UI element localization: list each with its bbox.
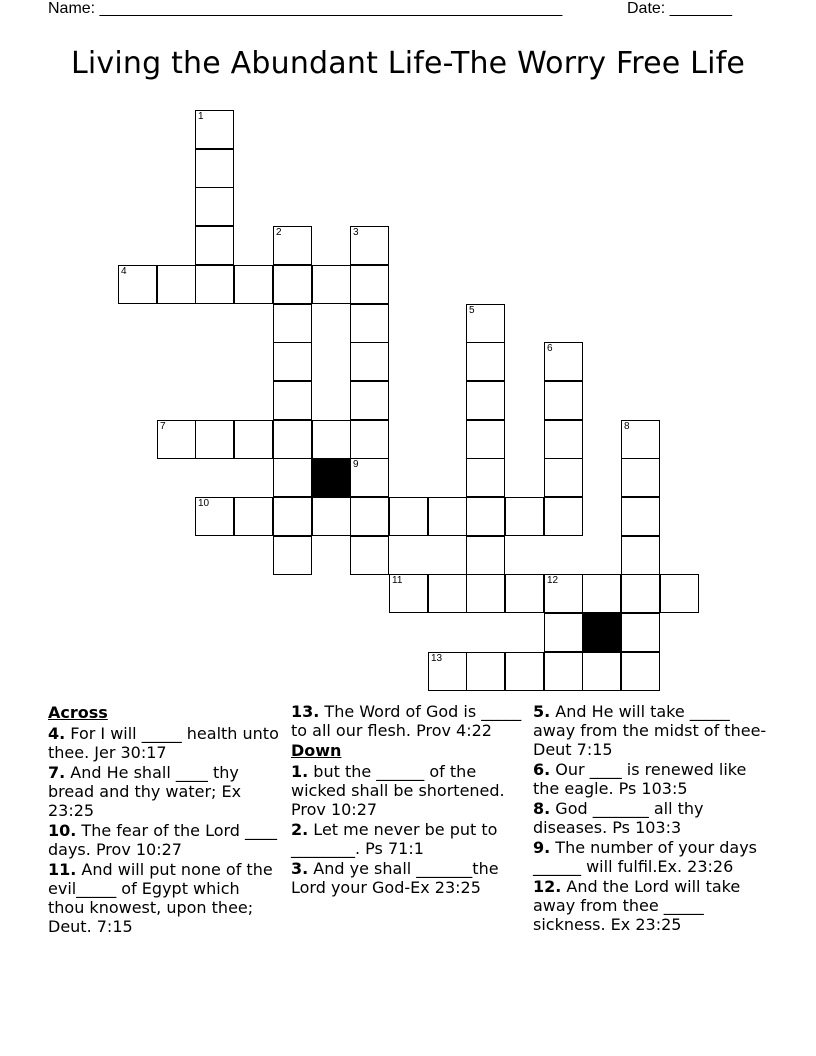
grid-cell[interactable] — [544, 458, 583, 497]
grid-cell[interactable] — [350, 458, 389, 497]
grid-cell[interactable] — [544, 342, 583, 381]
grid-cell[interactable] — [273, 265, 312, 304]
clue-text: God _______ all thy diseases. Ps 103:3 — [533, 799, 704, 837]
grid-cell[interactable] — [350, 420, 389, 459]
cell-number: 4 — [121, 266, 127, 277]
grid-cell[interactable] — [157, 265, 196, 304]
grid-cell[interactable] — [544, 574, 583, 613]
grid-cell[interactable] — [234, 497, 273, 536]
grid-cell[interactable] — [195, 497, 234, 536]
clue-text: but the ______ of the wicked shall be shortened. Prov 10:27 — [291, 762, 505, 819]
clue-column-2 — [291, 702, 525, 898]
grid-cell[interactable] — [621, 497, 660, 536]
grid-cell[interactable] — [273, 458, 312, 497]
grid-cell[interactable] — [505, 574, 544, 613]
clue-text: And He will take _____ away from the midst of thee-Deut 7:15 — [533, 702, 767, 759]
cell-number: 2 — [276, 227, 282, 238]
clue-number: 6. — [533, 760, 551, 779]
clue-text: Let me never be put to ________. Ps 71:1 — [291, 820, 498, 858]
cell-number: 11 — [392, 575, 403, 586]
clue-text: And He shall ____ thy bread and thy water; Ex 23:25 — [48, 763, 242, 820]
clue-text: The fear of the Lord ____ days. Prov 10:27 — [48, 821, 278, 859]
grid-cell[interactable] — [428, 497, 467, 536]
clue-number: 7. — [48, 763, 66, 782]
clue-number: 2. — [291, 820, 309, 839]
grid-cell[interactable] — [195, 149, 234, 188]
grid-cell[interactable] — [273, 381, 312, 420]
clue-text: For I will _____ health unto thee. Jer 30:17 — [48, 724, 279, 762]
grid-cell[interactable] — [660, 574, 699, 613]
grid-cell[interactable] — [505, 497, 544, 536]
clue-across-10 — [48, 821, 280, 859]
clue-number: 5. — [533, 702, 551, 721]
down-heading: Down — [291, 741, 342, 760]
clue-text: And ye shall _______the Lord your God-Ex 23:25 — [291, 859, 499, 897]
grid-cell[interactable] — [466, 304, 505, 343]
cell-number: 13 — [431, 653, 443, 664]
grid-cell[interactable] — [157, 420, 196, 459]
cell-number: 9 — [353, 459, 359, 470]
grid-cell[interactable] — [350, 226, 389, 265]
across-heading: Across — [48, 703, 108, 722]
grid-cell[interactable] — [195, 226, 234, 265]
grid-cell[interactable] — [273, 304, 312, 343]
clue-number: 10. — [48, 821, 77, 840]
clue-text: And will put none of the evil_____ of Egypt which thou knowest, upon thee; Deut. 7:15 — [48, 860, 273, 936]
clue-across-7 — [48, 763, 280, 820]
grid-cell[interactable] — [312, 497, 351, 536]
grid-cell[interactable] — [466, 652, 505, 691]
cell-number: 10 — [198, 498, 210, 509]
clue-text: The Word of God is _____ to all our flesh. Prov 4:22 — [291, 702, 522, 740]
clue-number: 13. — [291, 702, 320, 721]
grid-cell[interactable] — [544, 613, 583, 652]
clue-across-11 — [48, 860, 280, 936]
grid-cell[interactable] — [350, 304, 389, 343]
grid-cell[interactable] — [273, 536, 312, 575]
grid-cell[interactable] — [195, 187, 234, 226]
grid-cell[interactable] — [466, 342, 505, 381]
grid-cell[interactable] — [350, 536, 389, 575]
grid-cell[interactable] — [544, 420, 583, 459]
grid-cell[interactable] — [273, 342, 312, 381]
grid-cell[interactable] — [621, 420, 660, 459]
grid-cell[interactable] — [195, 265, 234, 304]
clue-number: 1. — [291, 762, 309, 781]
grid-cell[interactable] — [273, 420, 312, 459]
clue-column-3 — [533, 702, 773, 935]
grid-cell[interactable] — [544, 652, 583, 691]
clue-down-3 — [291, 859, 525, 897]
grid-cell[interactable] — [544, 497, 583, 536]
clue-text: The number of your days ______ will fulfil.Ex. 23:26 — [533, 838, 758, 876]
cell-number: 5 — [469, 305, 475, 316]
grid-cell[interactable] — [273, 497, 312, 536]
clue-number: 11. — [48, 860, 77, 879]
grid-cell[interactable] — [466, 381, 505, 420]
grid-cell[interactable] — [466, 458, 505, 497]
grid-cell[interactable] — [118, 265, 157, 304]
cell-number: 1 — [198, 111, 204, 122]
clue-down-5 — [533, 702, 773, 759]
grid-cell[interactable] — [466, 420, 505, 459]
grid-cell[interactable] — [621, 458, 660, 497]
cell-number: 6 — [547, 343, 553, 354]
grid-cell[interactable] — [621, 652, 660, 691]
grid-cell[interactable] — [389, 497, 428, 536]
grid-cell[interactable] — [582, 574, 621, 613]
grid-cell[interactable] — [621, 574, 660, 613]
date-field-label: Date: _______ — [627, 0, 732, 17]
grid-cell[interactable] — [312, 265, 351, 304]
page-title: Living the Abundant Life-The Worry Free Life — [70, 46, 746, 81]
grid-cell[interactable] — [466, 536, 505, 575]
clue-down-1 — [291, 762, 525, 819]
clue-down-8 — [533, 799, 773, 837]
grid-cell[interactable] — [350, 497, 389, 536]
grid-cell[interactable] — [621, 536, 660, 575]
grid-cell[interactable] — [234, 420, 273, 459]
grid-cell[interactable] — [350, 342, 389, 381]
grid-cell[interactable] — [544, 381, 583, 420]
grid-cell[interactable] — [621, 613, 660, 652]
grid-cell[interactable] — [428, 652, 467, 691]
grid-cell[interactable] — [195, 110, 234, 149]
clue-down-6 — [533, 760, 773, 798]
clue-number: 12. — [533, 877, 562, 896]
cell-number: 7 — [160, 421, 166, 432]
grid-cell[interactable] — [505, 652, 544, 691]
clue-column-1 — [48, 702, 280, 937]
block-cell — [312, 458, 351, 497]
clue-text: And the Lord will take away from thee _____ sickness. Ex 23:25 — [533, 877, 741, 934]
clue-down-2 — [291, 820, 525, 858]
grid-cell[interactable] — [389, 574, 428, 613]
clue-down-12 — [533, 877, 773, 934]
cell-number: 8 — [624, 421, 630, 432]
grid-cell[interactable] — [312, 420, 351, 459]
grid-cell[interactable] — [466, 574, 505, 613]
grid-cell[interactable] — [273, 226, 312, 265]
clue-across-13 — [291, 702, 525, 740]
clue-number: 3. — [291, 859, 309, 878]
clue-down-9 — [533, 838, 773, 876]
grid-cell[interactable] — [195, 420, 234, 459]
name-field-label: Name: ____________________________________________________ — [48, 0, 563, 17]
grid-cell[interactable] — [350, 265, 389, 304]
clue-number: 4. — [48, 724, 66, 743]
clue-number: 8. — [533, 799, 551, 818]
grid-cell[interactable] — [428, 574, 467, 613]
cell-number: 3 — [353, 227, 359, 238]
grid-cell[interactable] — [234, 265, 273, 304]
grid-cell[interactable] — [582, 652, 621, 691]
clue-text: Our ____ is renewed like the eagle. Ps 103:5 — [533, 760, 747, 798]
grid-cell[interactable] — [350, 381, 389, 420]
clue-number: 9. — [533, 838, 551, 857]
grid-cell[interactable] — [466, 497, 505, 536]
block-cell — [582, 613, 621, 652]
cell-number: 12 — [547, 575, 559, 586]
clue-across-4 — [48, 724, 280, 762]
